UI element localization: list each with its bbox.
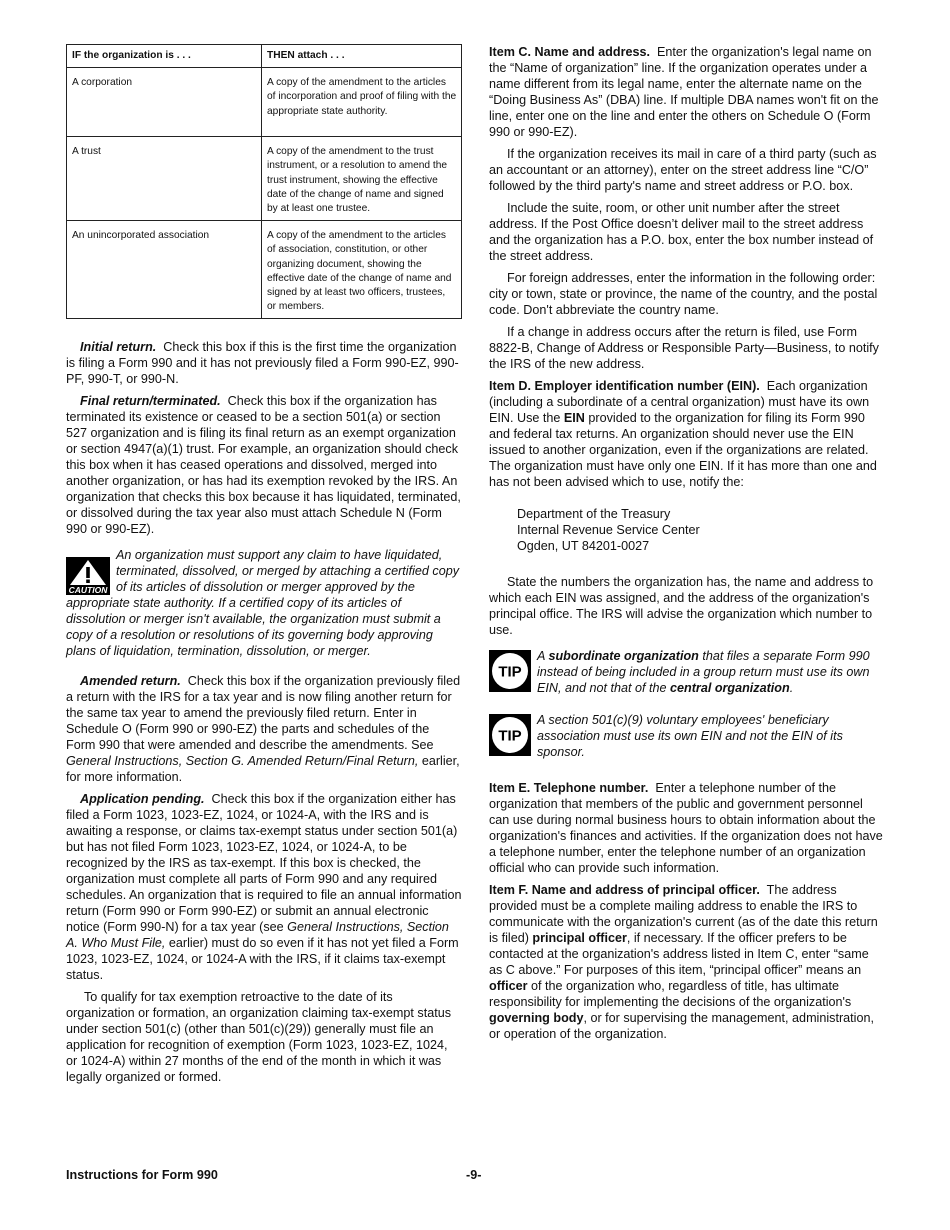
item-f-paragraph <box>489 882 885 1042</box>
footer-form-title: Instructions for Form 990 <box>66 1168 218 1182</box>
application-pending-reference: General Instructions, Section A. Who Must File, <box>66 920 449 951</box>
item-d-text-end: provided to the organization for filing its Form 990 and federal tax returns. An organization should never use the EIN issued to another organization, even if the organizations are related. The organization must have only one EIN. If it has more than one and has not been advised which to use, notify the: <box>489 411 877 489</box>
item-d-paragraph <box>489 378 885 490</box>
application-pending-title: Application pending. <box>80 792 205 807</box>
attachment-table <box>66 44 462 319</box>
tip-icon-label: TIP <box>498 663 522 681</box>
table-header-row <box>67 45 462 68</box>
caution-note <box>66 547 462 659</box>
item-f-title: Item F. Name and address of principal officer. <box>489 883 760 897</box>
address-line: Department of the Treasury <box>517 507 671 521</box>
amended-return-text: Check this box if the organization previously filed a return with the IRS for a tax year and is now filing another return for the same tax year to amend the previously filed return. Enter in Schedule O (Form 990 or 990-EZ) the parts and schedules of the Form 990 that were amended and describe the amendments. See <box>66 674 461 753</box>
item-f-text-d: , or for supervising the management, administration, or operation of the organization. <box>489 1011 874 1041</box>
tip-icon <box>489 650 531 692</box>
tip-icon <box>489 714 531 756</box>
final-return-title: Final return/terminated. <box>80 394 221 409</box>
tip2-text: A section 501(c)(9) voluntary employees' beneficiary association must use its own EIN and not the EIN of its sponsor. <box>537 713 843 759</box>
footer-page-number: -9- <box>466 1168 482 1182</box>
left-column <box>66 44 462 1091</box>
final-return-text: Check this box if the organization has terminated its existence or ceased to be a section 501(a) or section 527 organization and is filing its final return as an exempt organization or section 4947(a)(1) trust. For example, an organization should check this box when it has ceased operations and dissolved, merged into another organization, or has had its exemption revoked by the IRS. An organization that checks this box because it has liquidated, terminated, or dissolved during the tax year also must attach Schedule N (Form 990 or 990-EZ). <box>66 394 461 537</box>
initial-return-title: Initial return. <box>80 340 157 355</box>
table-cell-attach: A copy of the amendment to the trust instrument, or a resolution to amend the trust instrument, showing the effective date of the change of name and signed by at least one trustee. <box>262 137 462 221</box>
table-row <box>67 68 462 137</box>
item-e-text: Enter a telephone number of the organization that members of the public and government personnel can use during normal business hours to obtain information about the organization's finances and activities. If the organization does not have a telephone number, enter the telephone number of an organization official who can provide such information. <box>489 781 883 875</box>
tip-icon-label: TIP <box>498 727 522 745</box>
item-c-care-of-paragraph: If the organization receives its mail in care of a third party (such as an accountant or an attorney), enter on the street address line “C/O” followed by the third party's name and street address or P.O. box. <box>489 147 877 193</box>
application-pending-text-end: earlier) must do so even if it has not yet filed a Form 1023, 1023-EZ, 1024, or 1024-A with the IRS, if it claims tax-exempt status. <box>66 936 459 983</box>
initial-return-text: Check this box if this is the first time the organization is filing a Form 990 and it has not previously filed a Form 990-EZ, 990-PF, 990-T, or 990-N. <box>66 340 459 387</box>
tip1-text-a: A <box>537 649 549 663</box>
item-c-suite-paragraph: Include the suite, room, or other unit number after the street address. If the Post Office doesn’t deliver mail to the street address and the organization has a P.O. box, enter the box number instead of the street address. <box>489 201 874 263</box>
item-d-state-paragraph: State the numbers the organization has, the name and address to which each EIN was assigned, and the address of the organization's principal office. The IRS will advise the organization which number to use. <box>489 575 874 637</box>
amended-return-paragraph <box>66 673 462 785</box>
item-f-principal-officer: principal officer <box>532 931 627 945</box>
amended-return-text-end: earlier, for more information. <box>66 754 460 785</box>
item-f-text-c: of the organization who, regardless of title, has ultimate responsibility for implementing the decisions of the organization's <box>489 979 852 1009</box>
caution-text: An organization must support any claim to have liquidated, terminated, dissolved, or merged by attaching a certified copy of its articles of dissolution or merger approved by the appropriate state authority. If a certified copy of its articles of dissolution or merger isn't available, the organization must submit a copy of a resolution or resolutions of its governing body approving plans of liquidation, termination, dissolution, or merger. <box>66 548 460 659</box>
tip-note-subordinate <box>489 648 885 696</box>
final-return-paragraph <box>66 393 462 537</box>
item-e-paragraph <box>489 780 885 876</box>
item-d-ein: EIN <box>563 411 585 425</box>
table-cell-attach: A copy of the amendment to the articles of incorporation and proof of filing with the appropriate state authority. <box>262 68 462 137</box>
tip-note-beneficiary <box>489 712 885 760</box>
item-c-title: Item C. Name and address. <box>489 45 650 59</box>
table-cell-org: An unincorporated association <box>67 221 262 319</box>
address-line: Internal Revenue Service Center <box>517 523 700 537</box>
item-f-text-b: , if necessary. If the officer prefers to be contacted at the organization's address listed in Item C, enter “same as C above.” For purposes of this item, “principal officer” means an <box>489 931 869 977</box>
item-c-foreign-paragraph: For foreign addresses, enter the information in the following order: city or town, state or province, the name of the country, and the postal code. Don't abbreviate the country name. <box>489 271 878 317</box>
amended-return-reference: General Instructions, Section G. Amended Return/Final Return, <box>66 754 419 769</box>
table-header-if: IF the organization is . . . <box>67 45 262 68</box>
item-d-text: Each organization (including a subordinate of a central organization) must have its own EIN. Use the <box>489 379 870 425</box>
item-c-change-paragraph: If a change in address occurs after the return is filed, use Form 8822-B, Change of Address or Responsible Party—Business, to notify the IRS of the new address. <box>489 325 879 371</box>
tip1-text-b: that files a separate Form 990 instead of being included in a group return must use its own EIN, and not that of the <box>537 649 870 695</box>
item-f-officer: officer <box>489 979 528 993</box>
item-d-title: Item D. Employer identification number (EIN). <box>489 379 760 393</box>
tip1-central: central organization <box>670 681 790 695</box>
retroactive-paragraph: To qualify for tax exemption retroactive to the date of its organization or formation, an organization claiming tax-exempt status under section 501(c) (other than 501(c)(29)) generally must file an application for recognition of exemption (Form 1023, 1023-EZ, 1024, or 1024-A) within 27 months of the end of the month in which it was legally organized or formed. <box>66 990 452 1085</box>
caution-icon <box>66 557 110 595</box>
table-header-then: THEN attach . . . <box>262 45 462 68</box>
table-cell-attach: A copy of the amendment to the articles of association, constitution, or other organizing document, showing the effective date of the change of name and signed by at least two officers, trustees, or members. <box>262 221 462 319</box>
initial-return-paragraph <box>66 339 462 387</box>
tip1-subordinate: subordinate organization <box>548 649 699 663</box>
item-e-title: Item E. Telephone number. <box>489 781 649 795</box>
item-c-paragraph <box>489 44 885 140</box>
amended-return-title: Amended return. <box>80 674 181 689</box>
address-line: Ogden, UT 84201-0027 <box>517 539 650 553</box>
tip1-text-c: . <box>789 681 794 695</box>
table-row <box>67 137 462 221</box>
item-c-text: Enter the organization's legal name on the “Name of organization” line. If the organization operates under a name different from its legal name, enter the alternate name on the “Doing Business As” (DBA) line. If multiple DBA names won't fit on the line, enter one on the line and enter the others on Schedule O (Form 990 or 990-EZ). <box>489 45 879 139</box>
table-cell-org: A trust <box>67 137 262 221</box>
right-column <box>489 44 885 1048</box>
irs-address-block <box>489 506 885 554</box>
table-row <box>67 221 462 319</box>
item-f-text-a: The address provided must be a complete mailing address to enable the IRS to communicate with the organization's current (as of the date this return is filed) <box>489 883 878 945</box>
item-f-governing-body: governing body <box>489 1011 584 1025</box>
table-cell-org: A corporation <box>67 68 262 137</box>
application-pending-text: Check this box if the organization either has filed a Form 1023, 1023-EZ, 1024, or 1024-A, with the IRS and is awaiting a response, or claims tax-exempt status under section 501(a) but has not filed Form 1023, 1023-EZ, 1024, or 1024-A, to be recognized by the IRS as tax-exempt. If this box is checked, the organization must complete all parts of Form 990 and any required schedules. An organization that is required to file an annual information return (Form 990 or Form 990-EZ) or submit an annual electronic notice (Form 990-N) for a tax year (see <box>66 792 462 935</box>
application-pending-paragraph <box>66 791 462 983</box>
caution-icon-label: CAUTION <box>68 585 108 596</box>
